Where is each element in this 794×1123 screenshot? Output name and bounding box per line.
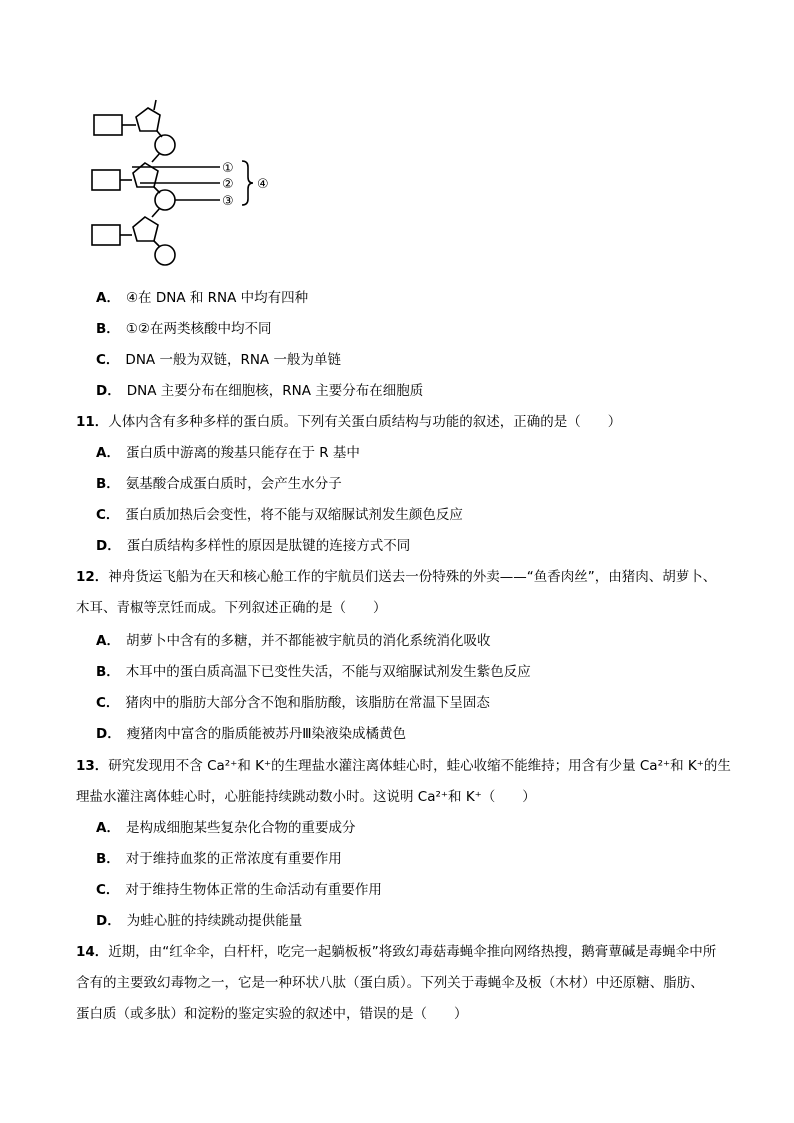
phosphate-circle-2	[155, 190, 175, 210]
phosphate-circle-3	[155, 245, 175, 265]
q14-stem-line3: 蛋白质（或多肽）和淀粉的鉴定实验的叙述中，错误的是（ ）	[76, 1006, 468, 1022]
q10-option-c: C． DNA 一般为双链，RNA 一般为单链	[96, 352, 341, 368]
q12-stem-line1: 12．神舟货运飞船为在天和核心舱工作的宇航员们送去一份特殊的外卖——“鱼香肉丝”，由猪肉、胡萝卜、	[76, 569, 717, 585]
q14-stem-line2: 含有的主要致幻毒物之一，它是一种环状八肽（蛋白质）。下列关于毒蝇伞及板（木材）中还原糖、脂肪、	[76, 975, 704, 991]
q11-option-c: C． 蛋白质加热后会变性，将不能与双缩脲试剂发生颜色反应	[96, 507, 463, 523]
q13-stem-line2: 理盐水灌注离体蛙心时，心脏能持续跳动数小时。这说明 Ca²⁺和 K⁺（ ）	[76, 789, 536, 805]
q10-option-a: A． ④在 DNA 和 RNA 中均有四种	[96, 290, 309, 306]
q11-option-d: D． 蛋白质结构多样性的原因是肽键的连接方式不同	[96, 538, 411, 554]
label-2: ②	[222, 177, 234, 192]
q14-stem-line1: 14．近期，由“红伞伞，白杆杆，吃完一起躺板板”将致幻毒菇毒蝇伞推向网络热搜，鹅膏蕈碱是毒蝇伞中所	[76, 944, 717, 960]
base-rect-1	[94, 115, 122, 135]
base-rect-2	[92, 170, 120, 190]
q11-stem: 11．人体内含有多种多样的蛋白质。下列有关蛋白质结构与功能的叙述，正确的是（ ）	[76, 414, 622, 430]
q12-stem-line2: 木耳、青椒等烹饪而成。下列叙述正确的是（ ）	[76, 600, 387, 616]
base-rect-3	[92, 225, 120, 245]
q10-option-d: D． DNA 主要分布在细胞核，RNA 主要分布在细胞质	[96, 383, 424, 399]
q13-option-b: B． 对于维持血浆的正常浓度有重要作用	[96, 851, 342, 867]
q13-option-c: C． 对于维持生物体正常的生命活动有重要作用	[96, 882, 382, 898]
q13-option-a: A． 是构成细胞某些复杂化合物的重要成分	[96, 820, 356, 836]
q12-option-c: C． 猪肉中的脂肪大部分含不饱和脂肪酸，该脂肪在常温下呈固态	[96, 695, 490, 711]
q11-option-b: B． 氨基酸合成蛋白质时，会产生水分子	[96, 476, 342, 492]
q11-option-a: A． 蛋白质中游离的羧基只能存在于 R 基中	[96, 445, 360, 461]
q10-option-b: B． ①②在两类核酸中均不同	[96, 321, 272, 337]
nucleotide-chain-diagram	[80, 95, 270, 275]
phosphate-circle-1	[155, 135, 175, 155]
sugar-pentagon-3	[133, 217, 158, 241]
brace	[242, 161, 253, 205]
label-3: ③	[222, 194, 234, 209]
sugar-pentagon-1	[136, 108, 160, 131]
label-4: ④	[257, 177, 269, 192]
q12-option-d: D． 瘦猪肉中富含的脂质能被苏丹Ⅲ染液染成橘黄色	[96, 726, 407, 742]
q13-stem-line1: 13．研究发现用不含 Ca²⁺和 K⁺的生理盐水灌注离体蛙心时，蛙心收缩不能维持；用含有少量 Ca²⁺和 K⁺的生	[76, 758, 731, 774]
q12-option-a: A． 胡萝卜中含有的多糖，并不都能被宇航员的消化系统消化吸收	[96, 633, 491, 649]
label-1: ①	[222, 161, 234, 176]
q12-option-b: B． 木耳中的蛋白质高温下已变性失活，不能与双缩脲试剂发生紫色反应	[96, 664, 531, 680]
q13-option-d: D． 为蛙心脏的持续跳动提供能量	[96, 913, 303, 929]
